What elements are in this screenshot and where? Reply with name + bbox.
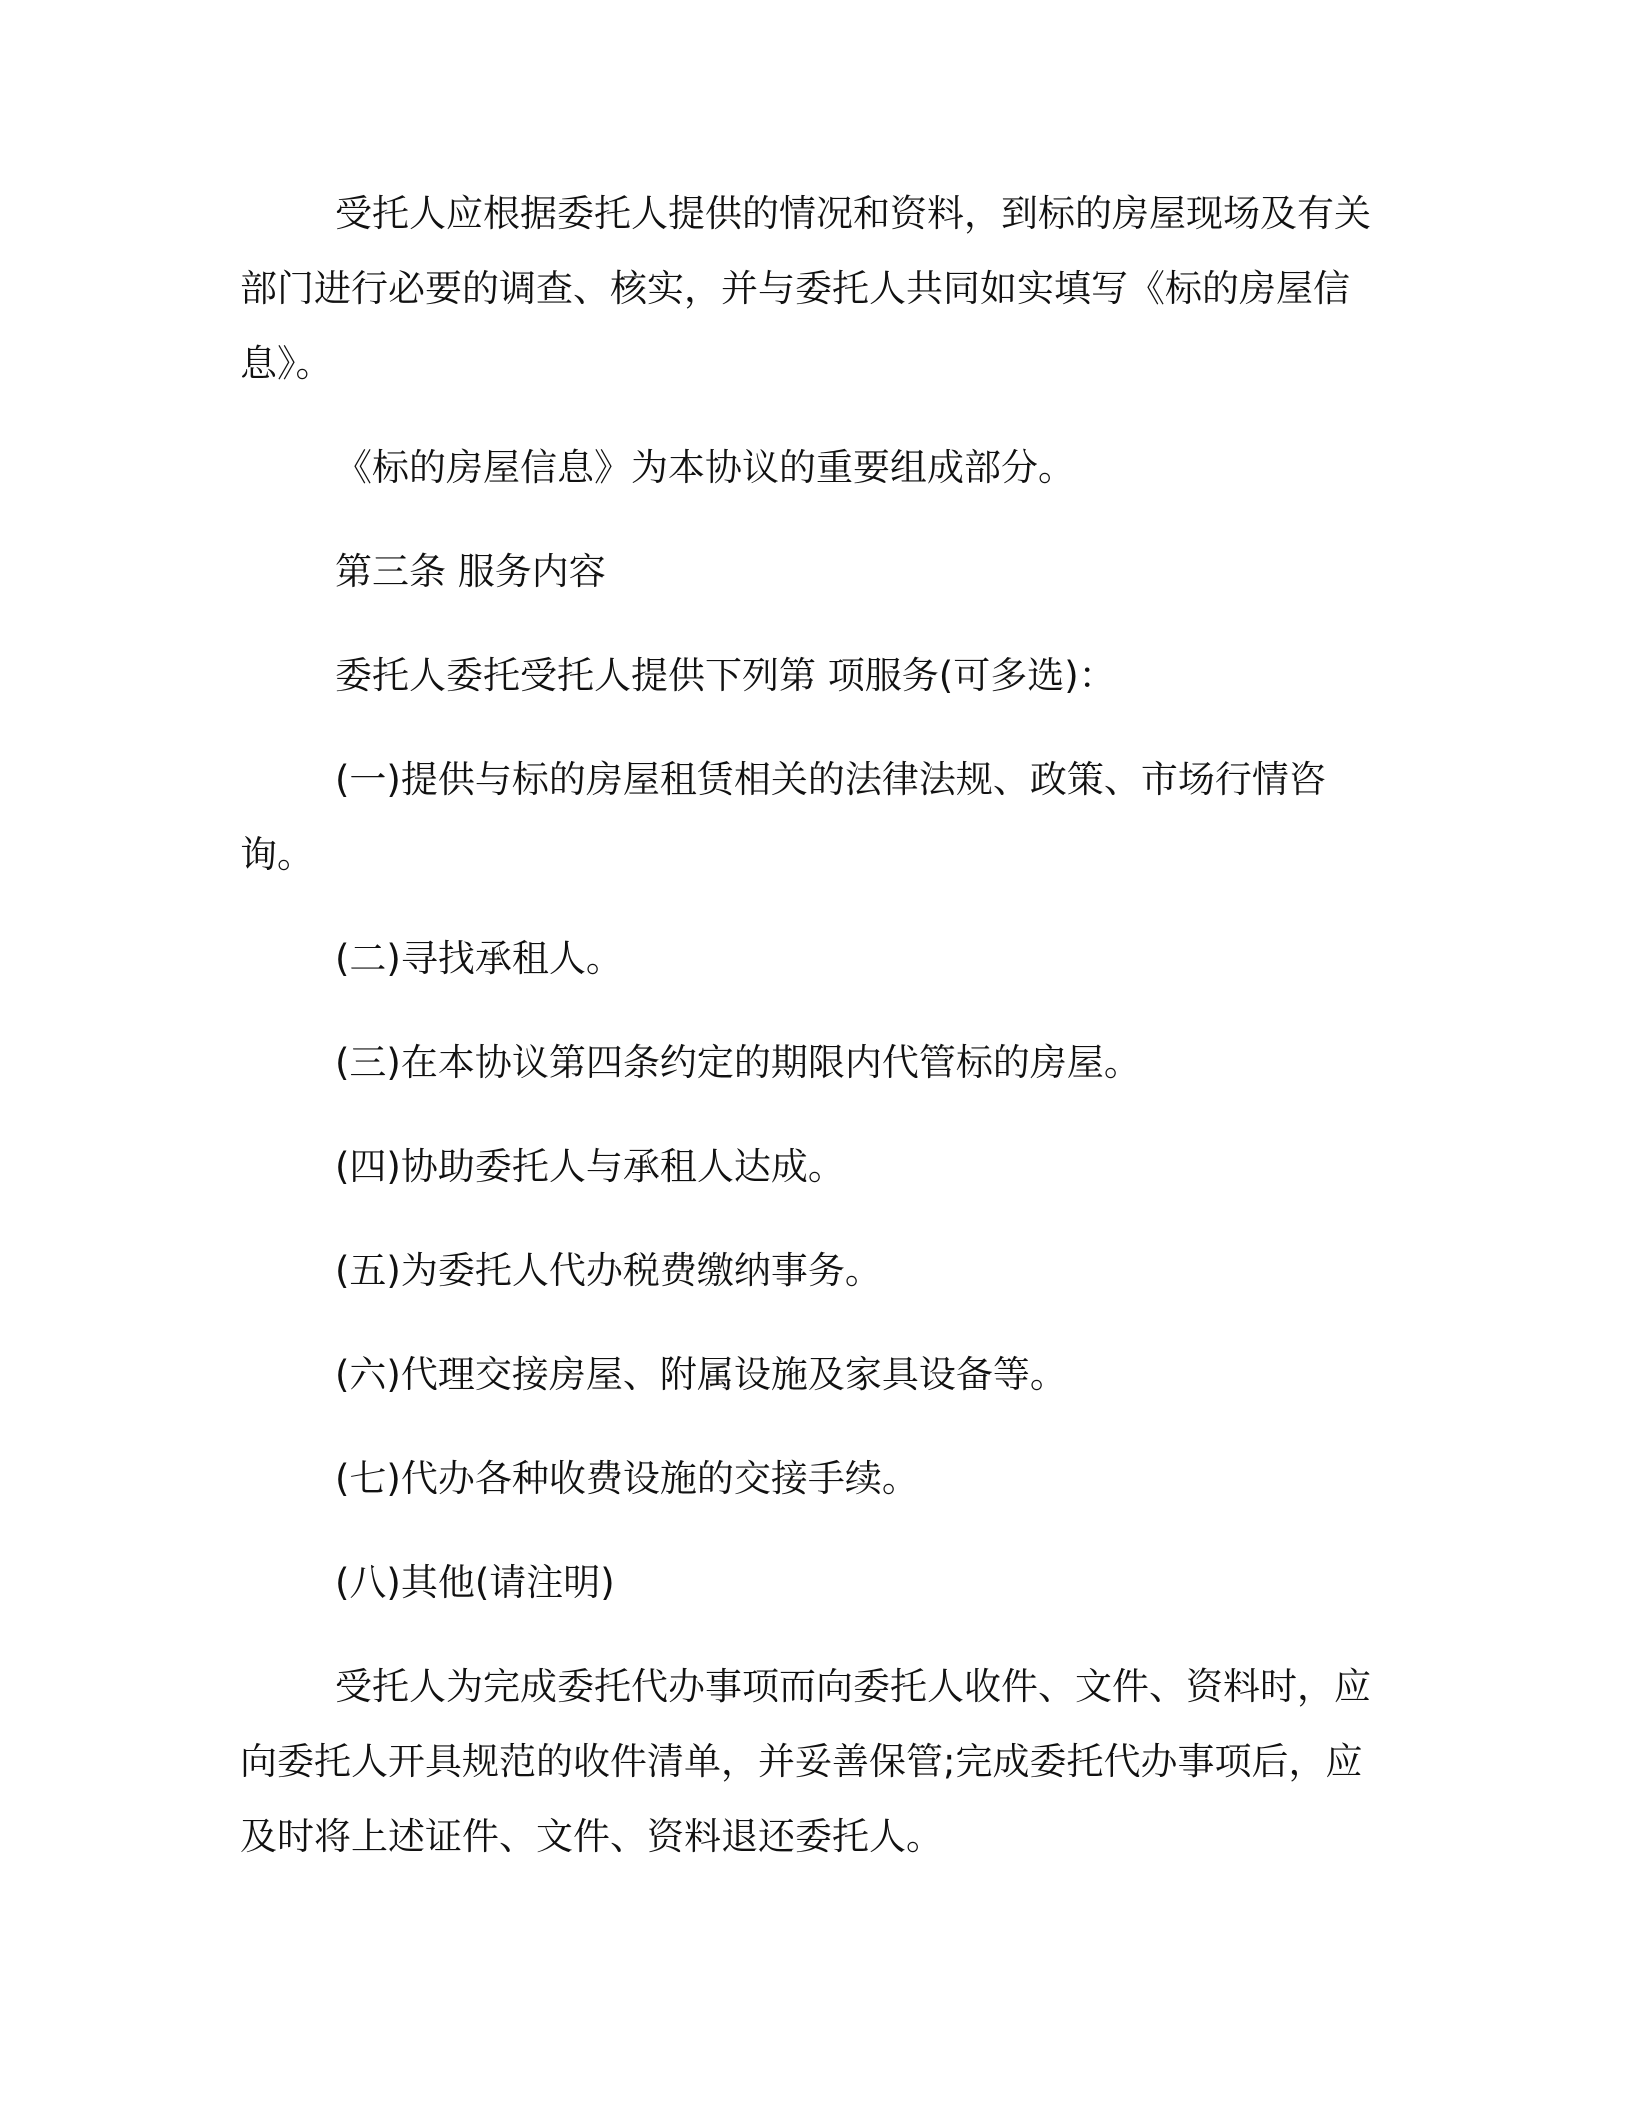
- service-item-4: (四)协助委托人与承租人达成。: [335, 1145, 845, 1188]
- article-heading: 第三条 服务内容: [335, 550, 606, 593]
- service-item-3: (三)在本协议第四条约定的期限内代管标的房屋。: [335, 1041, 1141, 1084]
- paragraph-house-info-note: 《标的房屋信息》为本协议的重要组成部分。: [335, 446, 1075, 489]
- paragraph-document-handling: 受托人为完成委托代办事项而向委托人收件、文件、资料时，应向委托人开具规范的收件清单，并妥善保管;完成委托代办事项后，应及时将上述证件、文件、资料退还委托人。: [240, 1665, 1371, 1858]
- paragraph-service-intro: 委托人委托受托人提供下列第 项服务(可多选)：: [335, 654, 1116, 697]
- paragraph-survey-requirement: 受托人应根据委托人提供的情况和资料，到标的房屋现场及有关部门进行必要的调查、核实，并与委托人共同如实填写《标的房屋信息》。: [240, 192, 1371, 385]
- service-item-5: (五)为委托人代办税费缴纳事务。: [335, 1249, 882, 1292]
- document-body: [240, 176, 1390, 1903]
- service-item-7: (七)代办各种收费设施的交接手续。: [335, 1457, 919, 1500]
- service-item-2: (二)寻找承租人。: [335, 937, 623, 980]
- service-item-1: (一)提供与标的房屋租赁相关的法律法规、政策、市场行情咨询。: [240, 758, 1326, 876]
- service-item-6: (六)代理交接房屋、附属设施及家具设备等。: [335, 1353, 1067, 1396]
- service-item-8: (八)其他(请注明): [335, 1561, 615, 1604]
